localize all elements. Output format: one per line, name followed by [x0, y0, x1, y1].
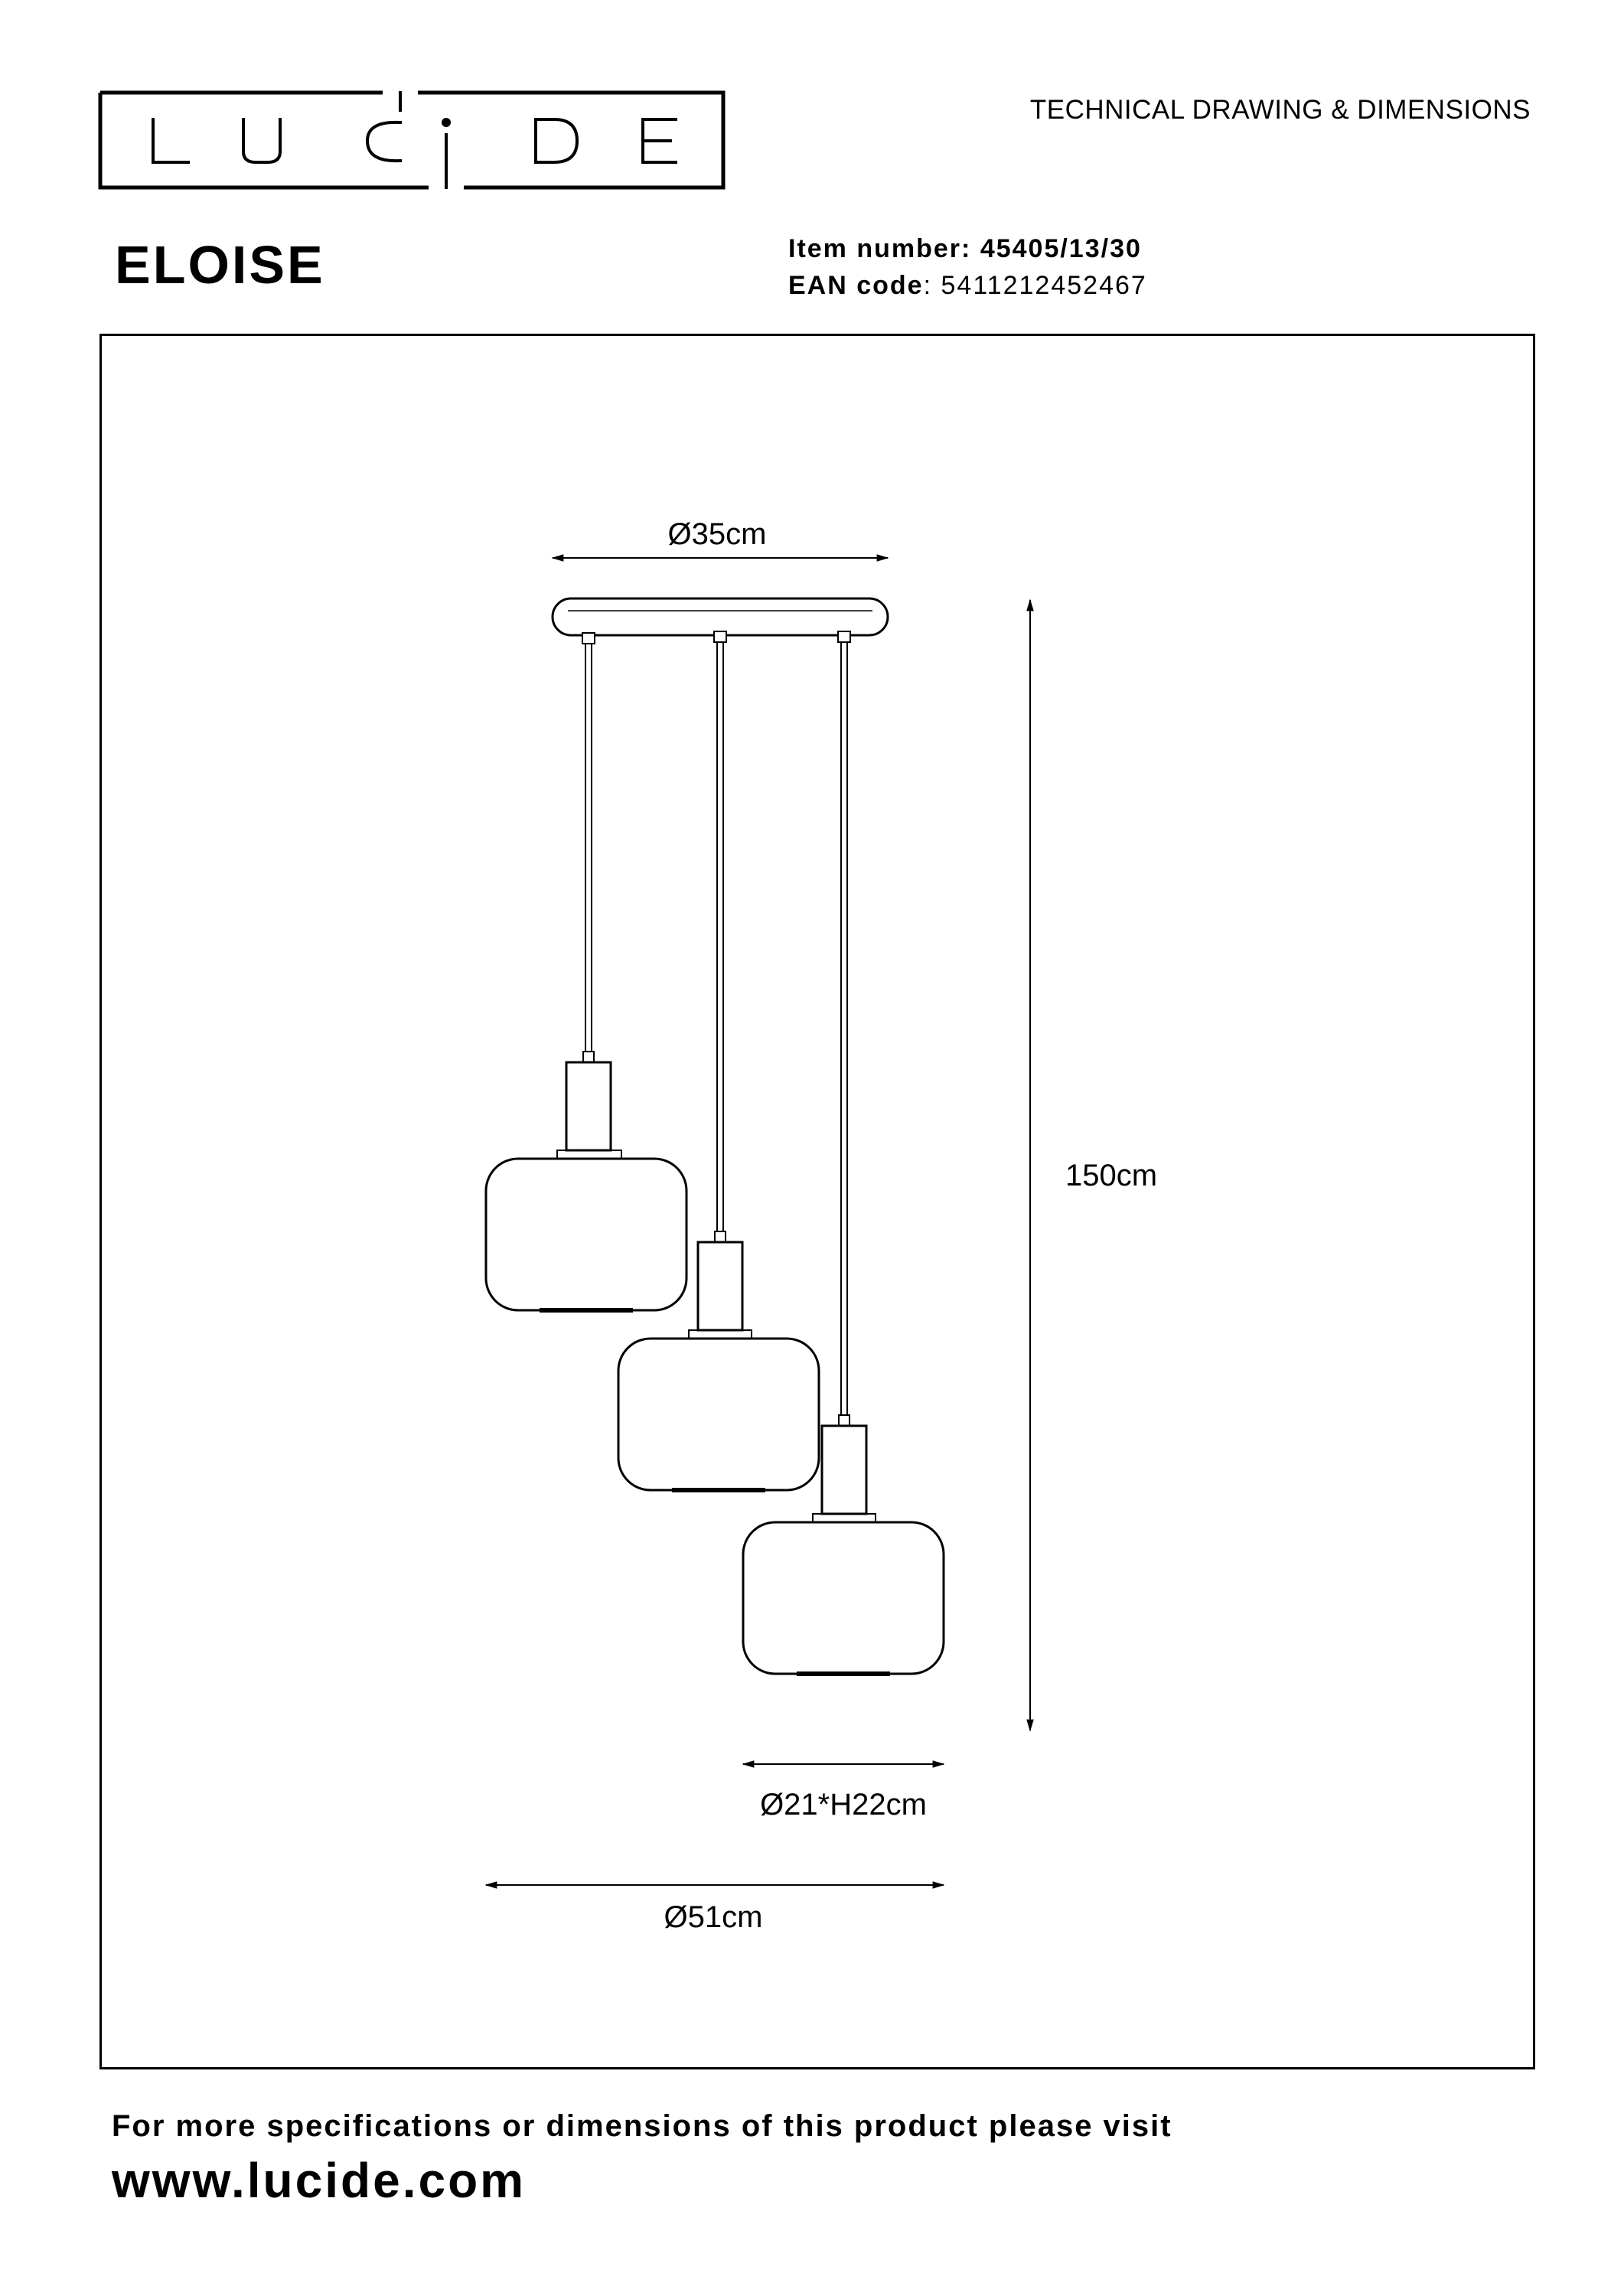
- website-link[interactable]: www.lucide.com: [112, 2153, 527, 2208]
- product-name: ELOISE: [115, 235, 325, 295]
- cable-mount-3: [838, 631, 850, 642]
- pendant-1: [486, 1052, 686, 1310]
- cable-1: [585, 644, 592, 1053]
- ean-code-row: [788, 271, 1147, 301]
- total-height-label: 150cm: [1065, 1159, 1158, 1192]
- item-number-label: Item number:: [788, 234, 972, 263]
- cable-mount-1: [582, 633, 595, 644]
- footer-note: For more specifications or dimensions of this product please visit: [112, 2109, 1172, 2143]
- canopy: [553, 598, 888, 635]
- technical-drawing: [99, 334, 1535, 2069]
- cable-mount-2: [714, 631, 726, 642]
- overall-diameter-label: Ø51cm: [664, 1900, 763, 1934]
- item-number-value: 45405/13/30: [980, 234, 1142, 263]
- item-number-row: [788, 234, 1142, 264]
- document-type-title: TECHNICAL DRAWING & DIMENSIONS: [1029, 95, 1531, 125]
- cable-3: [841, 642, 847, 1417]
- ean-code-label: EAN code: [788, 271, 924, 300]
- cable-2: [717, 642, 723, 1233]
- lucide-logo: [98, 90, 726, 190]
- canopy-diameter-label: Ø35cm: [667, 517, 767, 551]
- pendant-2: [618, 1231, 819, 1490]
- ean-code-value: 5411212452467: [941, 271, 1147, 300]
- shade-dimensions-label: Ø21*H22cm: [760, 1788, 927, 1821]
- ean-separator: :: [923, 271, 941, 300]
- pendant-3: [743, 1415, 944, 1674]
